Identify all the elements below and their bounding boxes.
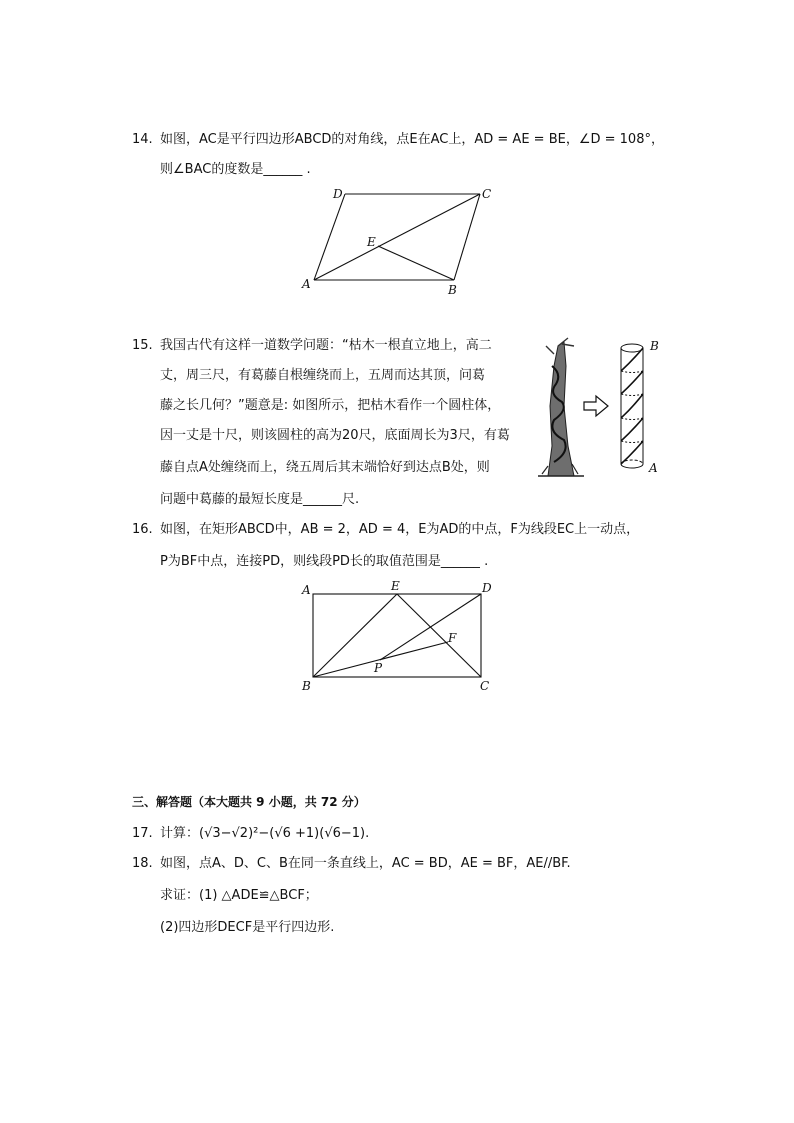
cylinder-figure [621,344,643,468]
q18-line3: (2)四边形DECF是平行四边形. [160,920,335,935]
label-e: E [367,235,376,249]
right-arrow-icon [584,396,608,416]
label-c: C [482,187,492,201]
q15-line-1: 我国古代有这样一道数学问题：“枯木一根直立地上，高二 [160,338,492,353]
q15-line-3: 藤之长几何？”题意是: 如图所示，把枯木看作一个圆柱体， [160,398,501,413]
q14-parallelogram-figure [298,184,498,296]
q14-line2: 则∠BAC的度数是______ . [160,162,311,177]
label-p: P [374,661,383,675]
q16-line2: P为BF中点，连接PD，则线段PD长的取值范围是______ . [160,554,489,569]
side-bc [454,194,480,280]
label-c: C [480,679,490,693]
q15-line-2: 丈，周三尺，有葛藤自根缠绕而上，五周而达其顶，问葛 [160,368,486,383]
segment-ec [397,594,481,677]
label-d: D [333,187,343,201]
q14-number: 14. [132,132,153,147]
q16-line1: 如图，在矩形ABCD中，AB = 2，AD = 4，E为AD的中点，F为线段EC上一动点， [160,522,640,537]
q15-line-5: 藤自点A处缠绕而上，绕五周后其末端恰好到达点B处，则 [160,460,490,475]
label-b: B [448,283,457,296]
q16-number: 16. [132,522,153,537]
q15-number: 15. [132,338,153,353]
label-a: A [302,277,311,291]
q18-line1: 如图，点A、D、C、B在同一条直线上，AC = BD，AE = BF，AE//BF. [160,856,571,871]
tree-trunk-icon [538,338,584,476]
q14-line1: 如图，AC是平行四边形ABCD的对角线，点E在AC上，AD = AE = BE，∠D = 108°， [160,132,664,147]
section-heading: 三、解答题（本大题共 9 小题，共 72 分） [132,795,366,809]
q18-line2: 求证：(1) △ADE≌△BCF； [160,888,318,903]
label-a: A [302,583,311,597]
q16-rectangle-figure [298,576,502,694]
label-e: E [391,579,400,593]
q15-line-4: 因一丈是十尺，则该圆柱的高为20尺，底面周长为3尺，有葛 [160,428,510,443]
q15-tree-vine-figure [534,336,668,478]
segment-pd [380,594,481,660]
label-d: D [482,581,492,595]
q18-number: 18. [132,856,153,871]
side-da [314,194,345,280]
segment-be [313,594,397,677]
label-f: F [448,631,457,645]
diagonal-ac [314,194,480,280]
q17-number: 17. [132,826,153,841]
label-b: B [302,679,311,693]
label-b: B [650,339,659,353]
label-a: A [649,461,658,475]
q17-text: 计算：(√3−√2)²−(√6 +1)(√6−1). [160,826,370,841]
q15-line-6: 问题中葛藤的最短长度是______尺. [160,492,360,507]
segment-be [378,246,454,280]
